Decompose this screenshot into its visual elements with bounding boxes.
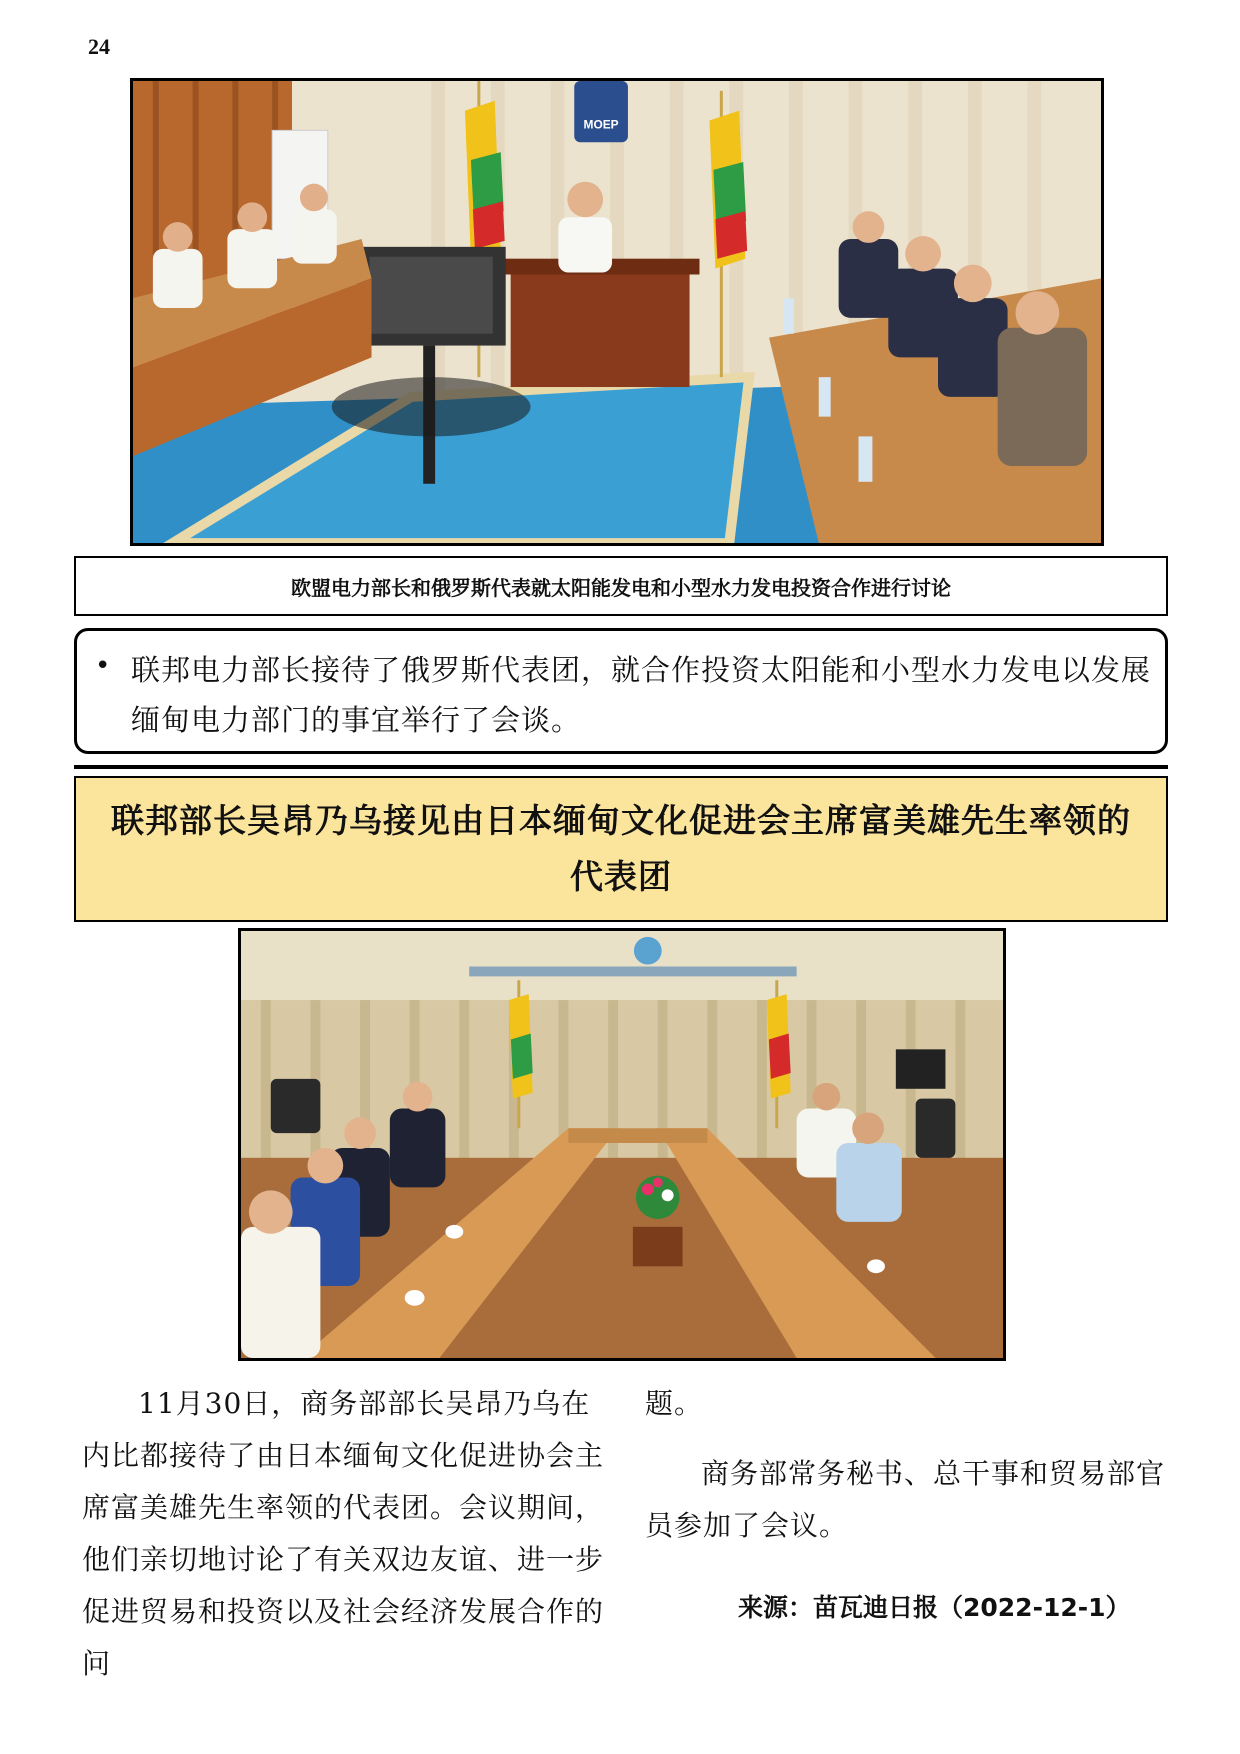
article-left-column (82, 1378, 604, 1690)
summary-box (74, 628, 1168, 754)
bullet-icon: • (95, 651, 111, 681)
summary-text: 联邦电力部长接待了俄罗斯代表团，就合作投资太阳能和小型水力发电以发展缅甸电力部门的事宜举行了会谈。 (131, 653, 1152, 737)
meeting-photo-1 (130, 78, 1104, 546)
article-right-column (645, 1378, 1165, 1552)
article-paragraph-2: 商务部常务秘书、总干事和贸易部官员参加了会议。 (645, 1457, 1166, 1542)
emblem-text: MOEP (583, 117, 619, 132)
headline-box (74, 776, 1168, 922)
meeting-photo-icon (241, 931, 1003, 1358)
caption-text: 欧盟电力部长和俄罗斯代表就太阳能发电和小型水力发电投资合作进行讨论 (291, 575, 951, 600)
page-number: 24 (88, 34, 110, 59)
meeting-photo-2 (238, 928, 1006, 1361)
article-paragraph-1: 11月30日，商务部部长吴昂乃乌在内比都接待了由日本缅甸文化促进协会主席富美雄先生率领的代表团。会议期间，他们亲切地讨论了有关双边友谊、进一步促进贸易和投资以及社会经济发展合作的问 (82, 1387, 605, 1680)
article-paragraph-1-continued: 题。 (645, 1387, 704, 1420)
section-divider (74, 765, 1168, 769)
source-citation: 来源：苗瓦迪日报（2022-12-1） (738, 1593, 1131, 1622)
meeting-photo-icon (133, 81, 1101, 543)
headline-title: 联邦部长吴昂乃乌接见由日本缅甸文化促进会主席富美雄先生率领的代表团 (111, 801, 1131, 896)
photo-caption (74, 556, 1168, 616)
